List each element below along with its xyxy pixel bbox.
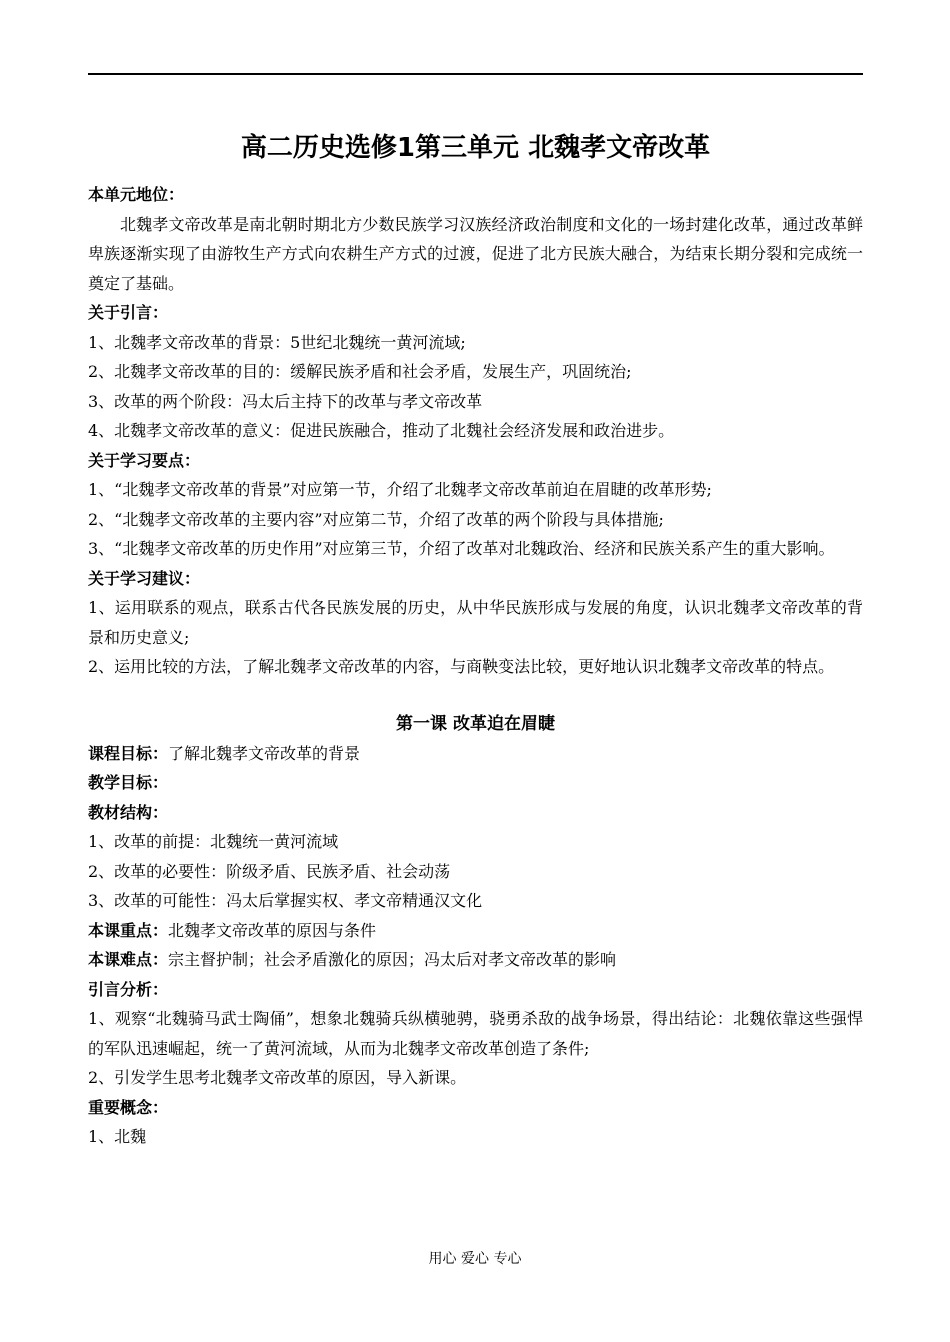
structure-item: 1、改革的前提：北魏统一黄河流域 [88, 832, 339, 851]
lesson-difficulty-value: 宗主督护制；社会矛盾激化的原因；冯太后对孝文帝改革的影响 [168, 950, 617, 969]
suggestion-item: 2、运用比较的方法，了解北魏孝文帝改革的内容，与商鞅变法比较，更好地认识北魏孝文帝改革的特点。 [88, 657, 835, 676]
key-point-item: 1、“北魏孝文帝改革的背景”对应第一节，介绍了北魏孝文帝改革前迫在眉睫的改革形势; [88, 480, 712, 499]
teaching-goal-label: 教学目标： [88, 773, 169, 792]
lesson-key-value: 北魏孝文帝改革的原因与条件 [168, 920, 377, 940]
structure-item: 2、改革的必要性：阶级矛盾、民族矛盾、社会动荡 [88, 861, 451, 881]
lesson-key-label: 本课重点： [88, 920, 169, 940]
section-heading-intro: 关于引言： [88, 303, 169, 322]
lesson-difficulty [88, 945, 863, 975]
section-heading-key-points: 关于学习要点： [88, 450, 201, 470]
intro-item: 1、北魏孝文帝改革的背景：5世纪北魏统一黄河流域; [88, 332, 466, 352]
course-goal-label: 课程目标： [88, 743, 169, 763]
document-title: 高二历史选修1第三单元 北魏孝文帝改革 [240, 133, 711, 163]
document-body [88, 128, 863, 1152]
key-point-item: 2、“北魏孝文帝改革的主要内容”对应第二节，介绍了改革的两个阶段与具体措施; [88, 509, 664, 529]
lesson-title: 第一课 改革迫在眉睫 [396, 713, 555, 734]
concepts-label: 重要概念： [88, 1097, 169, 1117]
analysis-label: 引言分析： [88, 979, 169, 999]
intro-item: 3、改革的两个阶段：冯太后主持下的改革与孝文帝改革 [88, 391, 483, 411]
lesson-difficulty-label: 本课难点： [88, 950, 169, 969]
key-point-item: 3、“北魏孝文帝改革的历史作用”对应第三节，介绍了改革对北魏政治、经济和民族关系产生的重大影响。 [88, 539, 835, 558]
position-paragraph: 北魏孝文帝改革是南北朝时期北方少数民族学习汉族经济政治制度和文化的一场封建化改革，通过改革鲜卑族逐渐实现了由游牧生产方式向农耕生产方式的过渡，促进了北方民族大融合，为结束长期分裂和完成统一奠定了基础。 [88, 214, 863, 293]
suggestion-item: 1、运用联系的观点，联系古代各民族发展的历史，从中华民族形成与发展的角度，认识北魏孝文帝改革的背景和历史意义; [88, 598, 863, 647]
analysis-item: 2、引发学生思考北魏孝文帝改革的原因，导入新课。 [88, 1068, 467, 1087]
course-goal [88, 739, 863, 769]
top-rule [88, 73, 863, 75]
course-goal-value: 了解北魏孝文帝改革的背景 [168, 743, 361, 763]
section-heading-suggestions: 关于学习建议： [88, 568, 201, 588]
concept-item: 1、北魏 [88, 1127, 147, 1146]
analysis-item: 1、观察“北魏骑马武士陶俑”，想象北魏骑兵纵横驰骋，骁勇杀敌的战争场景，得出结论：北魏依靠这些强悍的军队迅速崛起，统一了黄河流域，从而为北魏孝文帝改革创造了条件; [88, 1009, 863, 1058]
structure-label: 教材结构： [88, 802, 169, 822]
structure-item: 3、改革的可能性：冯太后掌握实权、孝文帝精通汉文化 [88, 891, 483, 910]
page-footer: 用心 爱心 专心 [428, 1251, 522, 1267]
intro-item: 2、北魏孝文帝改革的目的：缓解民族矛盾和社会矛盾，发展生产，巩固统治; [88, 362, 632, 381]
section-heading-position: 本单元地位： [88, 185, 185, 204]
lesson-key [88, 916, 863, 946]
intro-item: 4、北魏孝文帝改革的意义：促进民族融合，推动了北魏社会经济发展和政治进步。 [88, 421, 675, 440]
